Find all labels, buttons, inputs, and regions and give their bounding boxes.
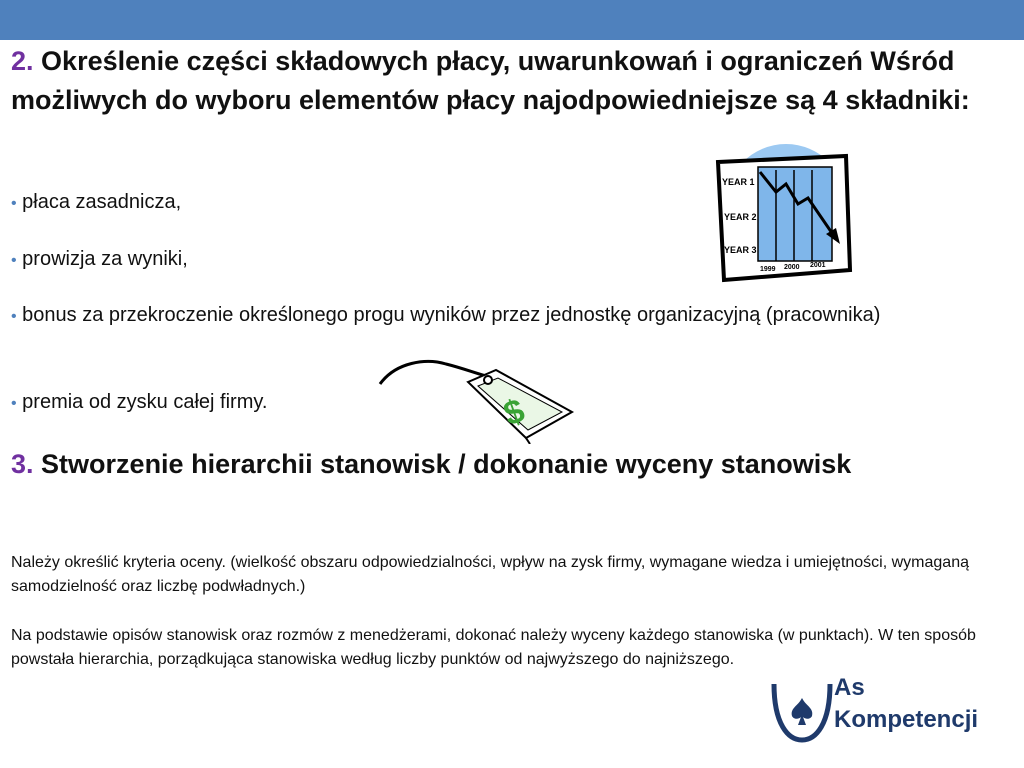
list-item-text: płaca zasadnicza,	[22, 191, 182, 213]
paragraph-criteria: Należy określić kryteria oceny. (wielkość obszaru odpowiedzialności, wpływ na zysk firmy, wymagane wiedza i umiejętności, wymaganą samodzielność oraz liczbę podwładnych.)	[11, 554, 969, 595]
section-3-number: 3.	[11, 449, 34, 479]
bullet-dot: •	[11, 252, 17, 269]
chart-col-label: 2001	[810, 262, 826, 269]
chart-col-label: 1999	[760, 266, 776, 273]
list-item-text: prowizja za wyniki,	[22, 248, 188, 270]
logo-line2: Kompetencji	[834, 706, 979, 733]
money-tag-clipart	[376, 352, 576, 444]
as-kompetencji-logo	[768, 672, 1008, 746]
logo-emblem	[768, 672, 836, 746]
bullet-dot: •	[11, 308, 17, 325]
logo-line1: As	[834, 674, 865, 701]
bullet-dot: •	[11, 195, 17, 212]
list-item	[11, 299, 1001, 333]
section-2-heading	[11, 42, 991, 120]
section-3-title: Stworzenie hierarchii stanowisk / dokonanie wyceny stanowisk	[41, 449, 852, 479]
banknote-curl	[526, 438, 530, 444]
tag-hole	[484, 376, 492, 384]
chart-row-label: YEAR 1	[722, 177, 755, 187]
top-banner	[0, 0, 1024, 40]
list-item-text: premia od zysku całej firmy.	[22, 391, 268, 413]
bullet-dot: •	[11, 395, 17, 412]
declining-chart-clipart	[694, 140, 860, 290]
section-2-number: 2.	[11, 46, 34, 76]
chart-row-label: YEAR 3	[724, 245, 757, 255]
section-3-heading	[11, 445, 991, 484]
paragraph-valuation: Na podstawie opisów stanowisk oraz rozmów z menedżerami, dokonać należy wyceny każdego stanowiska (w punktach). W ten sposób powstała hierarchia, porządkująca stanowiska według liczby punktów od najwyższego do najniższego.	[11, 627, 976, 668]
spade-icon	[792, 698, 813, 725]
section-2-title: Określenie części składowych płacy, uwarunkowań i ograniczeń Wśród możliwych do wyboru elementów płacy najodpowiedniejsze są 4 składniki:	[11, 46, 970, 115]
dollar-sign: $	[498, 391, 530, 434]
chart-row-label: YEAR 2	[724, 212, 757, 222]
list-item-text: bonus za przekroczenie określonego progu wyników przez jednostkę organizacyjną (pracownika)	[22, 304, 881, 326]
chart-col-label: 2000	[784, 264, 800, 271]
